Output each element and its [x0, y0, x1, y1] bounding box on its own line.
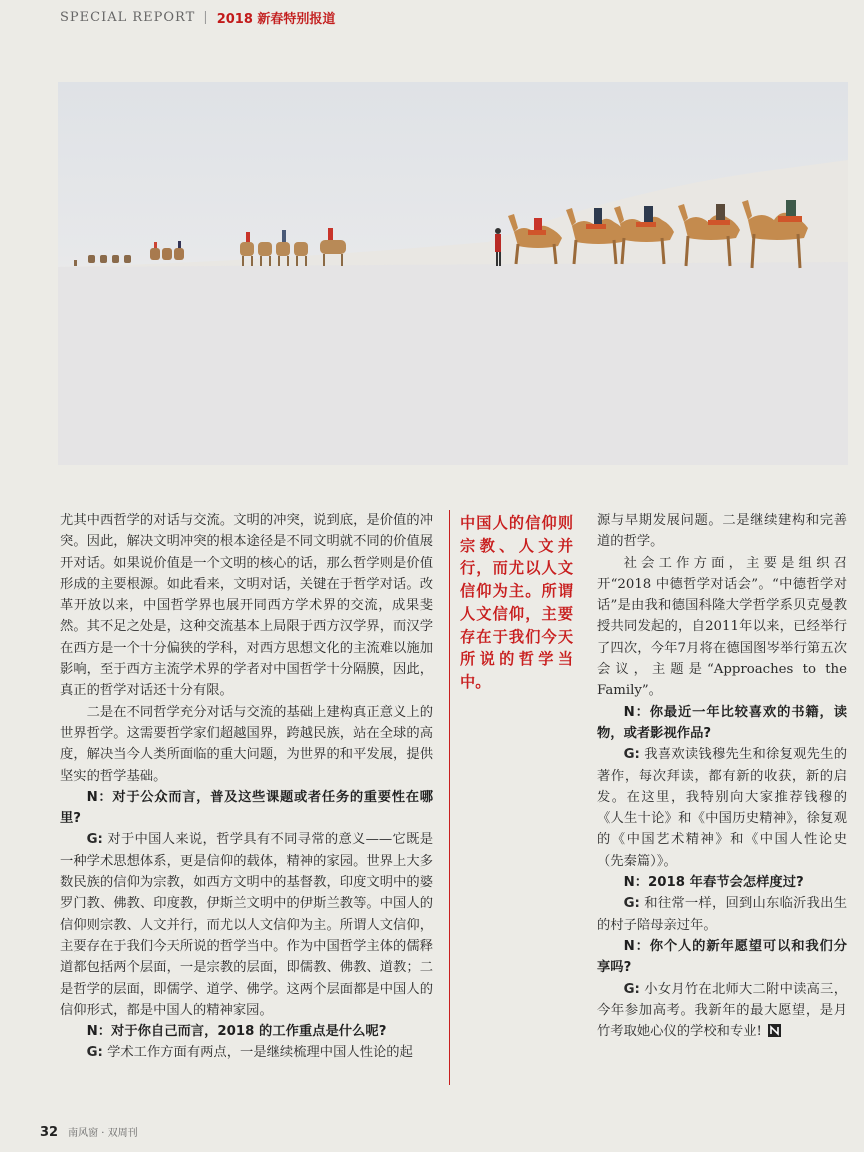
interview-answer	[60, 829, 433, 1021]
body-paragraph: 源与早期发展问题。二是继续建构和完善道的哲学。	[597, 513, 847, 550]
answer-text: 我喜欢读钱穆先生和徐复观先生的著作，每次拜读，都有新的收获，新的启发。在这里，我特别向大家推荐钱穆的《人生十论》和《中国历史精神》，徐复观的《中国艺术精神》和《中国人性论史（先秦篇）》。	[597, 747, 848, 869]
interview-question: N：对于你自己而言，2018 的工作重点是什么呢?	[86, 1024, 387, 1040]
answer-text: 和往常一样，回到山东临沂我出生的村子陪母亲过年。	[597, 896, 848, 933]
interview-question: N：你个人的新年愿望可以和我们分享吗?	[597, 938, 847, 976]
interview-answer	[597, 979, 847, 1043]
answer-label: G:	[623, 896, 640, 912]
pull-quote-rule	[449, 510, 450, 1085]
right-text-column	[597, 510, 847, 1042]
answer-label: G:	[623, 747, 640, 763]
interview-question: N：对于公众而言，普及这些课题或者任务的重要性在哪里?	[60, 789, 433, 827]
interview-answer	[597, 744, 847, 872]
header-separator: |	[203, 10, 209, 25]
answer-label: G:	[86, 1045, 103, 1061]
running-header	[60, 8, 335, 27]
answer-label: G:	[623, 981, 640, 997]
interview-question: N：2018 年春节会怎样度过?	[623, 875, 804, 891]
interview-question: N：你最近一年比较喜欢的书籍，读物，或者影视作品?	[597, 704, 847, 741]
desert-camel-caravan-photo	[58, 82, 848, 465]
body-paragraph: 二是在不同哲学充分对话与交流的基础上建构真正意义上的世界哲学。这需要哲学家们超越国界，跨越民族，站在全球的高度，解决当今人类所面临的重大问题，为世界的和平发展，提供坚实的哲学基础。	[60, 704, 433, 784]
magazine-name: 南风窗 · 双周刊	[68, 1128, 138, 1139]
camel-caravan-illustration	[58, 82, 848, 465]
answer-text: 对于中国人来说，哲学具有不同寻常的意义——它既是一种学术思想体系，更是信仰的载体，精神的家园。世界上大多数民族的信仰为宗教，如西方文明中的基督教，印度文明中的婆罗门教、佛教、印度教，伊斯兰文明中的伊斯兰教等。中国人的信仰则宗教、人文并行，而尤以人文信仰为主。所谓人文信仰，主要存在于我们今天所说的哲学当中。作为中国哲学主体的儒释道都包括两个层面，一是宗教的层面，即儒教、佛教、道教；二是哲学的层面，即儒学、道学、佛学。这两个层面都是中国人的信仰形式，都是中国人的精神家园。	[60, 832, 434, 1018]
section-label: SPECIAL REPORT	[60, 10, 196, 25]
body-paragraph: 尤其中西哲学的对话与交流。文明的冲突，说到底，是价值的冲突。因此，解决文明冲突的根本途径是不同文明就不同的价值展开对话。如果说价值是一个文明的核心的话，那么哲学则是价值形成的主要根源。如此看来，文明对话，关键在于哲学对话。改革开放以来，中国哲学界也展开同西方学术界的交流，成果斐然。其不足之处是，这种交流基本上局限于西方汉学界，而汉学在西方是一个十分偏狭的学科，对西方思想文化的主流难以施加影响，至于西方主流学术界的学者对中国哲学十分隔膜，因此，真正的哲学对话还十分有限。	[60, 513, 433, 699]
end-of-article-icon	[768, 1024, 781, 1037]
page-number: 32	[40, 1125, 59, 1140]
left-text-column	[60, 510, 433, 1064]
page-footer	[40, 1124, 138, 1140]
answer-text: 小女月竹在北师大二附中读高三，今年参加高考。我新年的最大愿望，是月竹考取她心仪的学校和专业!	[597, 981, 848, 1040]
answer-text: 学术工作方面有两点，一是继续梳理中国人性论的起	[107, 1045, 413, 1061]
report-title: 2018 新春特别报道	[216, 12, 336, 27]
answer-label: G:	[86, 832, 103, 848]
body-paragraph: 社会工作方面，主要是组织召开“2018 中德哲学对话会”。“中德哲学对话”是由我和德国科隆大学哲学系贝克曼教授共同发起的，自2011年以来，已经举行了四次，今年7月将在德国图岑举行第五次会议，主题是“Approaches to the Family”。	[597, 555, 847, 699]
interview-answer	[60, 1042, 433, 1063]
interview-answer	[597, 893, 847, 936]
pull-quote: 中国人的信仰则宗教、人文并行，而尤以人文信仰为主。所谓人文信仰，主要存在于我们今天所说的哲学当中。	[460, 514, 573, 691]
